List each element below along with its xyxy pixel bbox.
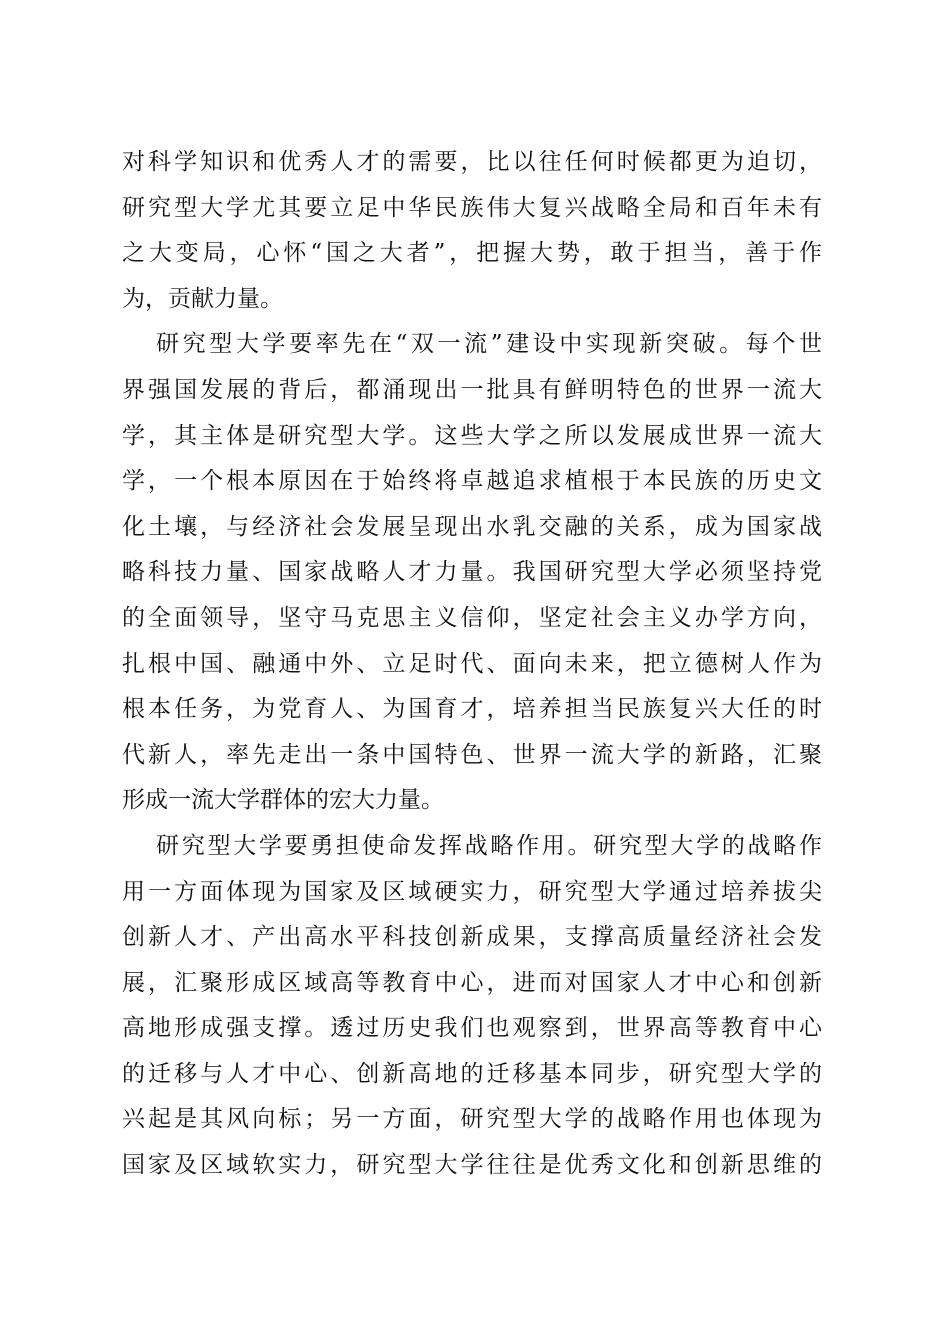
text-line: 根本任务，为党育人、为国育才，培养担当民族复兴大任的时 bbox=[122, 696, 822, 723]
text-line: 为，贡献力量。 bbox=[122, 285, 283, 312]
text-line: 展，汇聚形成区域高等教育中心，进而对国家人才中心和创新 bbox=[122, 969, 822, 996]
text-line: 高地形成强支撑。透过历史我们也观察到，世界高等教育中心 bbox=[122, 1015, 822, 1042]
body-text bbox=[122, 140, 822, 1189]
text-line: 用一方面体现为国家及区域硬实力，研究型大学通过培养拔尖 bbox=[122, 878, 822, 905]
text-line: 研究型大学尤其要立足中华民族伟大复兴战略全局和百年未有 bbox=[122, 194, 822, 221]
text-line: 创新人才、产出高水平科技创新成果，支撑高质量经济社会发 bbox=[122, 924, 822, 951]
paragraph-start-line: 研究型大学要率先在“双一流”建设中实现新突破。每个世 bbox=[156, 331, 822, 358]
text-line: 兴起是其风向标；另一方面，研究型大学的战略作用也体现为 bbox=[122, 1106, 822, 1133]
text-line: 代新人，率先走出一条中国特色、世界一流大学的新路，汇聚 bbox=[122, 741, 822, 768]
text-line: 略科技力量、国家战略人才力量。我国研究型大学必须坚持党 bbox=[122, 559, 822, 586]
text-line: 扎根中国、融通中外、立足时代、面向未来，把立德树人作为 bbox=[122, 650, 822, 677]
text-line: 化土壤，与经济社会发展呈现出水乳交融的关系，成为国家战 bbox=[122, 513, 822, 540]
paragraph-start-line: 研究型大学要勇担使命发挥战略作用。研究型大学的战略作 bbox=[156, 832, 822, 859]
text-line: 之大变局，心怀“国之大者”，把握大势，敢于担当，善于作 bbox=[122, 240, 822, 267]
text-line: 界强国发展的背后，都涌现出一批具有鲜明特色的世界一流大 bbox=[122, 376, 822, 403]
text-line: 国家及区域软实力，研究型大学往往是优秀文化和创新思维的 bbox=[122, 1152, 822, 1179]
text-line: 的全面领导，坚守马克思主义信仰，坚定社会主义办学方向， bbox=[122, 604, 822, 631]
text-line: 形成一流大学群体的宏大力量。 bbox=[122, 787, 444, 814]
text-line: 对科学知识和优秀人才的需要，比以往任何时候都更为迫切， bbox=[122, 149, 822, 175]
text-line: 学，其主体是研究型大学。这些大学之所以发展成世界一流大 bbox=[122, 422, 822, 449]
text-line: 学，一个根本原因在于始终将卓越追求植根于本民族的历史文 bbox=[122, 468, 822, 495]
text-line: 的迁移与人才中心、创新高地的迁移基本同步，研究型大学的 bbox=[122, 1060, 822, 1087]
